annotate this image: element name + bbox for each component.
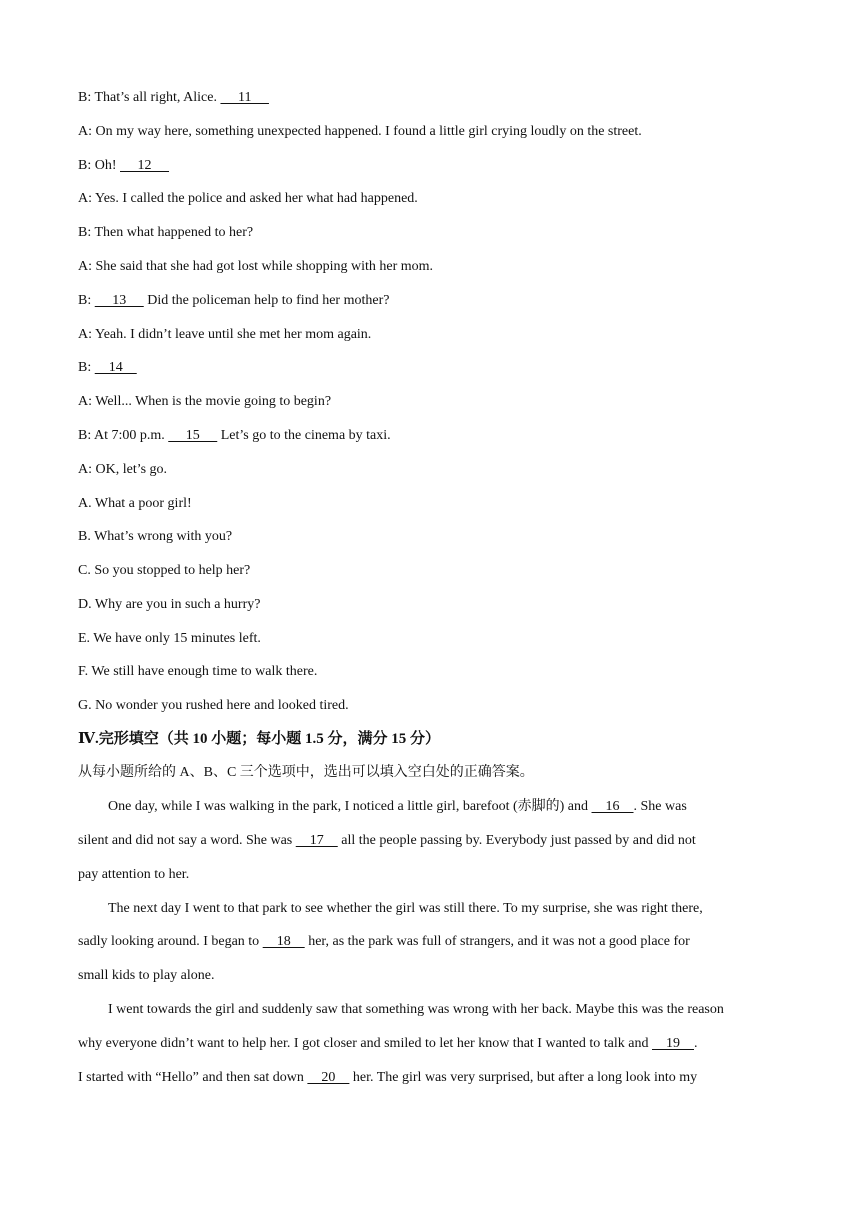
passage-text: all the people passing by. Everybody just passed by and did not [337, 833, 696, 848]
passage-line: pay attention to her. [78, 867, 190, 882]
passage-line [78, 831, 783, 851]
dialogue-line [78, 223, 783, 243]
passage-text: One day, while I was walking in the park, I noticed a little girl, barefoot (赤脚的) and [108, 799, 592, 814]
answer-blank-12: 12 [120, 158, 170, 173]
passage-line [108, 797, 783, 817]
speaker: B: [78, 90, 92, 105]
speaker: A: [78, 124, 92, 139]
answer-blank-18: 18 [262, 934, 305, 949]
speaker: A: [78, 462, 92, 477]
option-a: A. What a poor girl! [78, 496, 192, 511]
dialogue-text: Oh! [91, 158, 121, 173]
passage-text: . She was [633, 799, 687, 814]
dialogue-line [78, 257, 783, 277]
dialogue-line [78, 358, 783, 378]
dialogue-text: Well... When is the movie going to begin? [92, 394, 332, 409]
dialogue-text: That’s all right, Alice. [91, 90, 221, 105]
passage-text: sadly looking around. I began to [78, 934, 263, 949]
dialogue-line [78, 291, 783, 311]
passage-text: silent and did not say a word. She was [78, 833, 296, 848]
speaker: B: [78, 293, 92, 308]
passage-text: her. The girl was very surprised, but after a long look into my [349, 1070, 698, 1085]
option-d: D. Why are you in such a hurry? [78, 597, 261, 612]
speaker: B: [78, 225, 92, 240]
answer-blank-19: 19 [652, 1036, 694, 1051]
option-c: C. So you stopped to help her? [78, 563, 251, 578]
answer-blank-14: 14 [94, 360, 137, 375]
speaker: A: [78, 327, 92, 342]
dialogue-text: She said that she had got lost while shopping with her mom. [92, 259, 434, 274]
answer-blank-20: 20 [307, 1070, 350, 1085]
speaker: B: [78, 158, 92, 173]
dialogue-text: Yeah. I didn’t leave until she met her mom again. [92, 327, 372, 342]
passage-line: small kids to play alone. [78, 968, 215, 983]
dialogue-text: On my way here, something unexpected happened. I found a little girl crying loudly on the street. [92, 124, 642, 139]
dialogue-line [78, 189, 783, 209]
answer-blank-11: 11 [220, 90, 269, 105]
dialogue-line [78, 460, 783, 480]
dialogue-line [78, 426, 783, 446]
dialogue-text: Yes. I called the police and asked her what had happened. [92, 191, 418, 206]
option-e: E. We have only 15 minutes left. [78, 631, 261, 646]
passage-text: . [694, 1036, 698, 1051]
speaker: A: [78, 394, 92, 409]
dialogue-line [78, 325, 783, 345]
dialogue-text: OK, let’s go. [92, 462, 168, 477]
option-g: G. No wonder you rushed here and looked tired. [78, 698, 349, 713]
speaker: B: [78, 428, 92, 443]
passage-text: I started with “Hello” and then sat down [78, 1070, 308, 1085]
option-f: F. We still have enough time to walk there. [78, 664, 318, 679]
passage-line: The next day I went to that park to see whether the girl was still there. To my surprise, she was right there, [108, 901, 703, 916]
dialogue-line [78, 122, 783, 142]
dialogue-text: Did the policeman help to find her mother? [143, 293, 390, 308]
answer-blank-17: 17 [295, 833, 338, 848]
answer-blank-15: 15 [168, 428, 218, 443]
passage-line: I went towards the girl and suddenly saw that something was wrong with her back. Maybe this was the reason [108, 1002, 724, 1017]
option-b: B. What’s wrong with you? [78, 529, 233, 544]
dialogue-text: Then what happened to her? [91, 225, 254, 240]
section-heading: Ⅳ.完形填空（共 10 小题；每小题 1.5 分，满分 15 分） [78, 731, 441, 747]
speaker: B: [78, 360, 92, 375]
passage-text: her, as the park was full of strangers, and it was not a good place for [304, 934, 690, 949]
section-instruction: 从每小题所给的 A、B、C 三个选项中，选出可以填入空白处的正确答案。 [78, 765, 534, 780]
dialogue-text: Let’s go to the cinema by taxi. [217, 428, 391, 443]
dialogue-line [78, 88, 783, 108]
dialogue-line [78, 156, 783, 176]
passage-text: why everyone didn’t want to help her. I got closer and smiled to let her know that I wanted to talk and [78, 1036, 652, 1051]
speaker: A: [78, 191, 92, 206]
passage-line [78, 1034, 783, 1054]
dialogue-line [78, 392, 783, 412]
answer-blank-16: 16 [591, 799, 634, 814]
passage-line [78, 1068, 783, 1088]
passage-line [78, 932, 783, 952]
speaker: A: [78, 259, 92, 274]
answer-blank-13: 13 [94, 293, 144, 308]
dialogue-text: At 7:00 p.m. [91, 428, 169, 443]
